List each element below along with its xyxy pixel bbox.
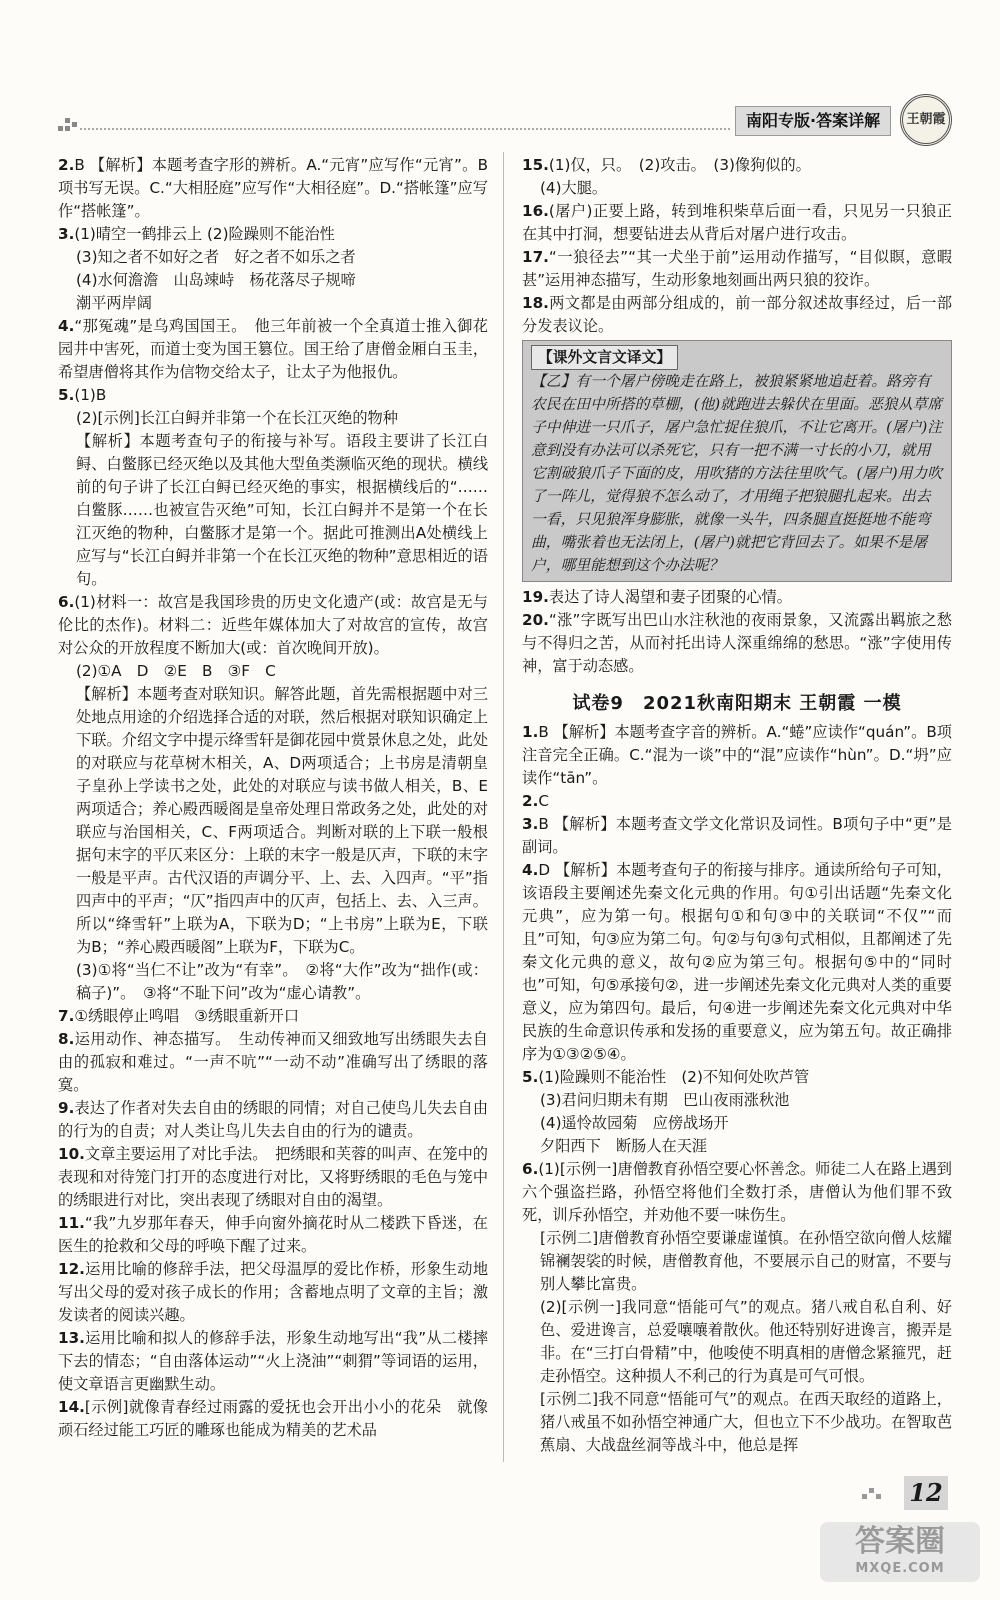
answer-item (522, 1066, 952, 1089)
answer-number: 19. (522, 588, 549, 606)
answer-text: “一狼径去”“其一犬坐于前”运用动作描写，“目似瞑，意暇甚”运用神态描写，生动形象地刻画出两只狼的狡诈。 (522, 248, 952, 289)
answer-text: D 【解析】本题考查句子的衔接与排序。通读所给句子可知，该语段主要阐述先秦文化元典的作用。句①引出话题“先秦文化元典”，应为第一句。根据句①和句③中的关联词“不仅”“而且”可知，句③应为第二句。句②与句③句式相似，且都阐述了先秦文化元典的意义，故句②应为第三句。根据句⑤中的“同时也”可知，句⑤承接句②，进一步阐述先秦文化元典对人类的重要意义，应为第四句。最后，句④进一步阐述先秦文化元典对中华民族的生命意识传承和发扬的重要意义，应为第五句。故正确排序为①③②⑤④。 (522, 861, 952, 1063)
answer-number: 3. (522, 815, 539, 833)
answer-text: 潮平两岸阔 (76, 294, 152, 312)
answer-item (522, 586, 952, 609)
answer-text: 【解析】本题考查对联知识。解答此题，首先需根据题中对三处地点用途的介绍选择合适的对联，然后根据对联知识确定上下联。介绍文字中提示绛雪轩是御花园中赏景休息之处，此处的对联应与花草树木相关，A、D两项适合；上书房是清朝皇子皇孙上学读书之处，此处的对联应与读书做人相关，B、E两项适合；养心殿西暖阁是皇帝处理日常政务之处，此处的对联应与治国相关，C、F两项适合。判断对联的上下联一般根据句末字的平仄来区分：上联的末字一般是仄声，下联的末字一般是平声。古代汉语的声调分平、上、去、入四声。“平”指四声中的平声；“仄”指四声中的仄声，包括上、去、入三声。所以“绛雪轩”上联为A，下联为D；“上书房”上联为E，下联为B；“养心殿西暖阁”上联为F，下联为C。 (76, 685, 488, 956)
translation-title: 【课外文言文译文】 (531, 345, 678, 370)
right-column (522, 154, 952, 1457)
answer-item (58, 1258, 488, 1327)
answer-text: (屠户)正要上路，转到堆积柴草后面一看，只见另一只狼正在其中打洞，想要钻进去从背后对屠户进行攻击。 (522, 202, 952, 243)
answer-text: (1)仅，只。 (2)攻击。 (3)像狗似的。 (548, 156, 811, 174)
answer-text: [示例二]唐僧教育孙悟空要谦虚谨慎。在孙悟空欲向僧人炫耀锦襕袈裟的时候，唐僧教育他，不要展示自己的财富，不要与别人攀比富贵。 (540, 1229, 952, 1293)
answer-number: 11. (58, 1214, 85, 1232)
answer-item (58, 407, 488, 430)
answer-text: (1)晴空一鹤排云上 (2)险躁则不能治性 (74, 225, 335, 243)
translation-text: 【乙】有一个屠户傍晚走在路上，被狼紧紧地追赶着。路旁有农民在田中所搭的草棚，(他)就跑进去躲伏在里面。恶狼从草席子中伸进一只爪子，屠户急忙捉住狼爪，不让它离开。(屠户)注意到没有办法可以杀死它，只有一把不满一寸长的小刀，就用它割破狼爪子下面的皮，用吹猪的方法往里吹气。(屠户)用力吹了一阵儿，觉得狼不怎么动了，才用绳子把狼腿扎起来。出去一看，只见狼浑身膨胀，就像一头牛，四条腿直挺挺地不能弯曲，嘴张着也无法闭上，(屠户)就把它背回去了。如果不是屠户，哪里能想到这个办法呢？ (531, 373, 943, 574)
answers-15-18 (522, 154, 952, 338)
answer-text: (1)险躁则不能治性 (2)不知何处吹芦管 (538, 1068, 810, 1086)
answer-number: 14. (58, 1398, 85, 1416)
answer-text: (1)材料一：故宫是我国珍贵的历史文化遗产(或：故宫是无与伦比的杰作)。材料二：近些年媒体加大了对故宫的宣传，故宫对公众的开放程度不断加大(或：首次晚间开放)。 (58, 593, 488, 657)
answer-item (58, 1028, 488, 1097)
answer-item (58, 223, 488, 246)
answer-item (522, 1112, 952, 1135)
watermark-logo (820, 1522, 980, 1582)
answer-item (58, 959, 488, 1005)
answer-text: B 【解析】本题考查字音的辨析。A.“蜷”应读作“quán”。B项注音完全正确。C.“混为一谈”中的“混”应读作“hùn”。D.“坍”应读作“tān”。 (522, 723, 952, 787)
answer-item (58, 430, 488, 591)
answer-number: 6. (522, 1160, 539, 1178)
answer-item (522, 1388, 952, 1457)
answer-number: 5. (522, 1068, 539, 1086)
answer-text: 夕阳西下 断肠人在天涯 (540, 1137, 708, 1155)
answer-item (522, 200, 952, 246)
answer-text: “那冤魂”是乌鸡国国王。 他三年前被一个全真道士推入御花园井中害死，而道士变为国王篡位。国王给了唐僧金厢白玉圭，希望唐僧将其作为信物交给太子，让太子为他报仇。 (58, 317, 488, 381)
answer-item (522, 609, 952, 678)
column-divider (503, 152, 504, 1462)
answer-item (522, 1158, 952, 1227)
answer-text: (4)大腿。 (540, 179, 608, 197)
answer-text: 运用动作、神态描写。 生动传神而又细致地写出绣眼失去自由的孤寂和难过。“一声不吭”“一动不动”准确写出了绣眼的落寞。 (58, 1030, 488, 1094)
answer-text: 【解析】本题考查句子的衔接与补写。语段主要讲了长江白鲟、白鳖豚已经灭绝以及其他大型鱼类濒临灭绝的现状。横线前的句子讲了长江白鲟已经灭绝的事实，根据横线后的“……白鳖豚……也被宣告灭绝”可知，长江白鲟并不是第一个在长江灭绝的物种，白鳖豚才是第一个。据此可推测出A处横线上应写与“长江白鲟并非第一个在长江灭绝的物种”意思相近的语句。 (76, 432, 488, 588)
translation-box (522, 340, 952, 582)
answer-number: 20. (522, 611, 549, 629)
answer-text: (2)[示例一]我同意“悟能可气”的观点。猪八戒自私自利、好色、爱进谗言，总爱嚷嚷着散伙。他还特别好进谗言，搬弄是非。在“三打白骨精”中，他唆使不明真相的唐僧念紧箍咒，赶走孙悟空。这种损人不利己的行为真是可气可恨。 (540, 1298, 952, 1385)
answer-number: 2. (522, 792, 539, 810)
answer-text: B 【解析】本题考查文学文化常识及词性。B项句子中“更”是副词。 (522, 815, 952, 856)
answer-item (522, 721, 952, 790)
answer-number: 15. (522, 156, 549, 174)
answer-item (522, 246, 952, 292)
answer-item (522, 1227, 952, 1296)
answer-number: 5. (58, 386, 75, 404)
answer-text: (2)[示例]长江白鲟并非第一个在长江灭绝的物种 (76, 409, 398, 427)
answer-text: (2)①A D ②E B ③F C (76, 662, 276, 680)
answer-text: (3)君问归期未有期 巴山夜雨涨秋池 (540, 1091, 790, 1109)
answer-item (58, 660, 488, 683)
page-number: 12 (904, 1476, 948, 1510)
answer-text: ①绣眼停止鸣唱 ③绣眼重新开口 (74, 1007, 300, 1025)
answer-item (58, 384, 488, 407)
answer-text: 运用比喻和拟人的修辞手法，形象生动地写出“我”从二楼摔下去的情态；“自由落体运动”“火上浇油”“刺猬”等词语的运用，使文章语言更幽默生动。 (58, 1329, 488, 1393)
answer-item (522, 292, 952, 338)
answer-item (58, 1143, 488, 1212)
answer-text: [示例二]我不同意“悟能可气”的观点。在西天取经的道路上，猪八戒虽不如孙悟空神通广大，但也立下不少战功。在智取芭蕉扇、大战盘丝洞等战斗中，他总是挥 (540, 1390, 952, 1454)
answer-item (522, 1089, 952, 1112)
brand-logo: 王朝霞 (900, 94, 952, 146)
answer-number: 17. (522, 248, 549, 266)
answer-item (58, 1327, 488, 1396)
answer-number: 16. (522, 202, 549, 220)
answer-text: 运用比喻的修辞手法，把父母温厚的爱比作桥，形象生动地写出父母的爱对孩子成长的作用；含蓄地点明了文章的主旨；激发读者的阅读兴趣。 (58, 1260, 488, 1324)
answer-number: 1. (522, 723, 539, 741)
answers-19-20 (522, 586, 952, 678)
answer-number: 4. (522, 861, 539, 879)
answer-text: (4)遥怜故园菊 应傍战场开 (540, 1114, 729, 1132)
answer-text: B 【解析】本题考查字形的辨析。A.“元宵”应写作“元宵”。B项书写无误。C.“大相胫庭”应写作“大相径庭”。D.“搭帐篷”应写作“搭帐篷”。 (58, 156, 488, 220)
answer-item (58, 1005, 488, 1028)
answer-item (522, 154, 952, 177)
answer-item (522, 859, 952, 1066)
answer-item (58, 292, 488, 315)
answer-item (522, 177, 952, 200)
answer-number: 8. (58, 1030, 75, 1048)
watermark-text: 答案圈 (855, 1524, 945, 1559)
answer-text: (3)知之者不如好之者 好之者不如乐之者 (76, 248, 356, 266)
answer-item (522, 790, 952, 813)
answer-text: “我”九岁那年春天，伸手向窗外摘花时从二楼跌下昏迷，在医生的抢救和父母的呼唤下醒了过来。 (58, 1214, 488, 1255)
answer-item (58, 1396, 488, 1442)
answer-text: 文章主要运用了对比手法。 把绣眼和芙蓉的叫声、在笼中的表现和对待笼门打开的态度进行对比，又将野绣眼的毛色与笼中的绣眼进行对比，突出表现了绣眼对自由的渴望。 (58, 1145, 488, 1209)
answer-number: 10. (58, 1145, 85, 1163)
answer-number: 3. (58, 225, 75, 243)
answer-text: 两文都是由两部分组成的，前一部分叙述故事经过，后一部分发表议论。 (522, 294, 952, 335)
answer-text: (1)[示例一]唐僧教育孙悟空要心怀善念。师徒二人在路上遇到六个强盗拦路，孙悟空将他们全数打杀，唐僧认为他们罪不致死，训斥孙悟空，并劝他不要一味伤生。 (522, 1160, 952, 1224)
answer-text: (3)①将“当仁不让”改为“有幸”。 ②将“大作”改为“拙作(或：稿子)”。 ③将“不耻下问”改为“虚心请教”。 (76, 961, 488, 1002)
answer-item (58, 591, 488, 660)
answer-number: 12. (58, 1260, 85, 1278)
answer-text: C (538, 792, 549, 810)
section-title: 试卷9 2021秋南阳期末 王朝霞 一模 (572, 693, 902, 714)
answer-number: 13. (58, 1329, 85, 1347)
watermark-sub: MXQE.COM (855, 1561, 945, 1576)
answer-item (58, 1212, 488, 1258)
answer-text: “涨”字既写出巴山水注秋池的夜雨景象，又流露出羁旅之愁与不得归之苦，从而衬托出诗人深重绵绵的愁思。“涨”字使用传神，富于动态感。 (522, 611, 952, 675)
answer-item (522, 1135, 952, 1158)
header-tag: 南阳专版·答案详解 (735, 106, 891, 136)
answer-text: (4)水何澹澹 山岛竦峙 杨花落尽子规啼 (76, 271, 356, 289)
answer-item (522, 1296, 952, 1388)
answer-number: 18. (522, 294, 549, 312)
left-column (58, 154, 488, 1442)
answer-text: (1)B (74, 386, 107, 404)
answer-item (58, 315, 488, 384)
answer-item (58, 154, 488, 223)
answer-number: 6. (58, 593, 75, 611)
answer-item (58, 1097, 488, 1143)
answer-text: 表达了作者对失去自由的绣眼的同情；对自己使鸟儿失去自由的行为的自责；对人类让鸟儿失去自由的行为的谴责。 (58, 1099, 488, 1140)
answer-item (58, 269, 488, 292)
answer-number: 7. (58, 1007, 75, 1025)
answers-exam-9 (522, 721, 952, 1457)
answer-number: 2. (58, 156, 75, 174)
answer-item (58, 246, 488, 269)
answer-text: 表达了诗人渴望和妻子团聚的心情。 (548, 588, 792, 606)
answer-item (58, 683, 488, 959)
header-rule (80, 128, 730, 130)
answer-number: 9. (58, 1099, 75, 1117)
answer-number: 4. (58, 317, 75, 335)
answer-text: [示例]就像青春经过雨露的爱抚也会开出小小的花朵 就像顽石经过能工巧匠的雕琢也能成为精美的艺术品 (58, 1398, 488, 1439)
answer-item (522, 813, 952, 859)
